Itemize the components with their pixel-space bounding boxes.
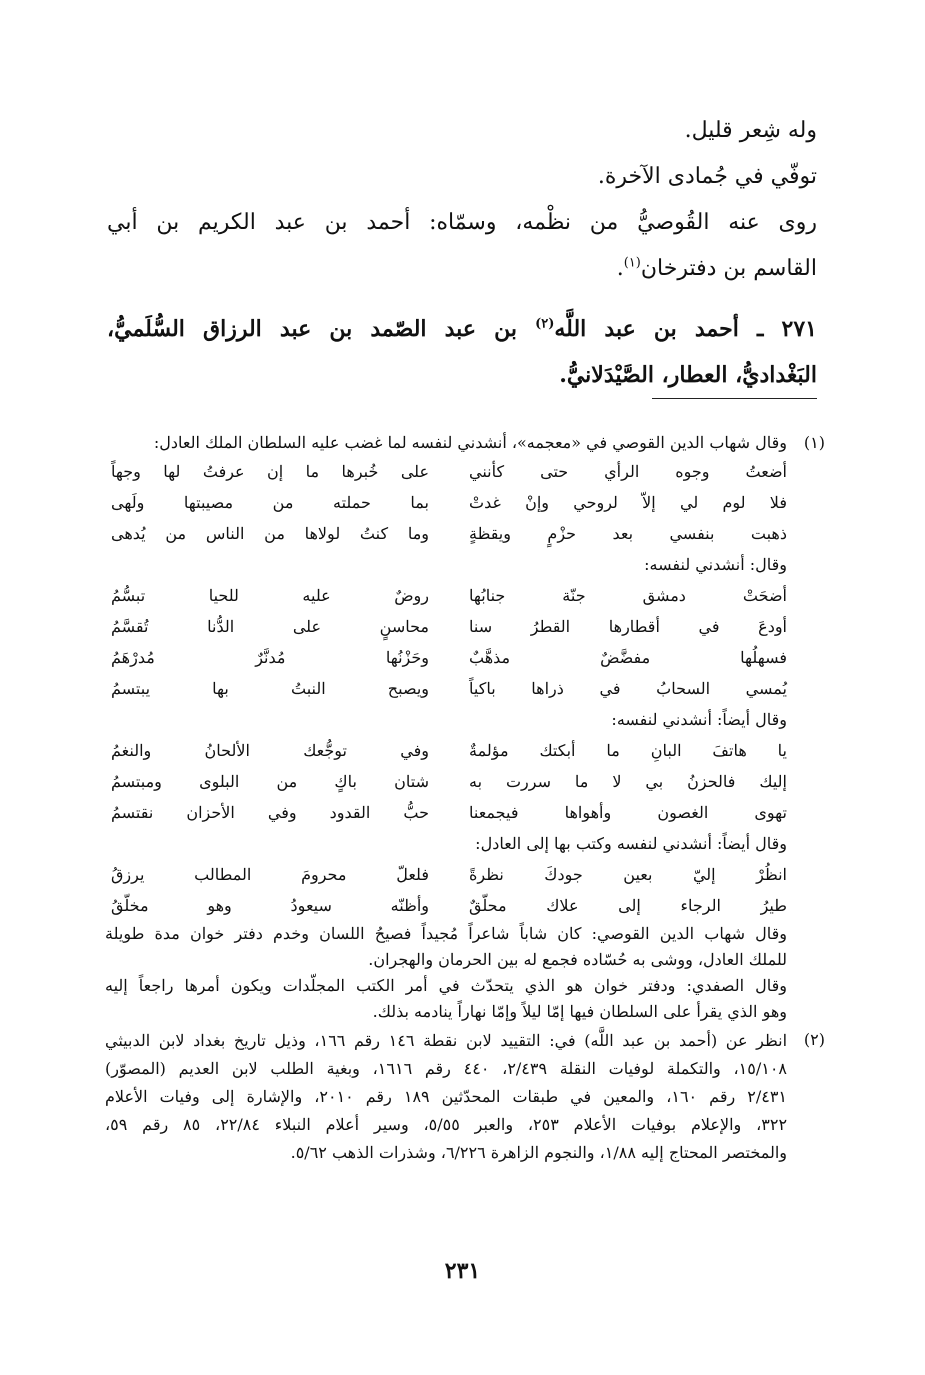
verse-hemistich-left: بما حملته من مصيبتها ولَهى [111,493,429,512]
verse-hemistich-left: وحَزْنُها مُدنَّرٌ مُدرْهَمُ [111,648,429,667]
footnote-source-line: ٣٢٢، والإعلام بوفيات الأعلام ٢٥٣، والعبر ٥/٥٥، وسير أعلام النبلاء ٢٢/٨٤، ٨٥ رقم ٥٩، [105,1115,788,1134]
verse-intro: وقال أيضاً: أنشدني لنفسه: [611,710,787,729]
verse-line [105,456,787,487]
text-line-end: . [616,256,624,281]
verse-hemistich-left: حبُّ القدود وفي الأحزان نقتسمُ [111,803,429,822]
verse-line [105,611,787,642]
verse-hemistich-right: أضحَتْ دمشق جنّة جنابُها [469,586,787,605]
verse-intro: وقال أيضاً: أنشدني لنفسه وكتب بها إلى العادل: [475,834,787,853]
verse-hemistich-left: وما كنتُ لولاها من الناس من يُدهى [111,524,429,543]
verse-hemistich-right: يُمسي السحابُ في ذراها باكياً [469,679,787,698]
verse-line [105,487,787,518]
verse-hemistich-right: طيرُ الرجاء إلى علاك محلّقٌ [469,896,787,915]
verse-hemistich-left: محاسنٍ على الدُّنا تُقسَّمُ [111,617,429,636]
verse-hemistich-left: فلعلّ محرومَ المطالب يرزقُ [111,865,429,884]
text-line [107,246,817,292]
footnote-2 [105,1027,825,1167]
verse-hemistich-right: أودعَ في أقطارها القطرُ سنا [469,617,787,636]
verse-hemistich-left: وفي توجُّعك الألحانُ والنغمُ [111,741,429,760]
verse-line [105,890,787,921]
footnote-source-line: انظر عن (أحمد بن عبد اللَّه) في: التقييد لابن نقطة ١٤٦ رقم ١٦٦، وذيل تاريخ بغداد لابن الدبيثي [105,1031,788,1050]
entry-heading [107,306,817,352]
text-line-body: القاسم بن دفترخان [640,256,817,281]
verse-line [105,642,787,673]
footnote-ref: (١) [623,255,641,271]
verse-intro: وقال: أنشدني لنفسه: [644,555,787,574]
verse-hemistich-right: انظُرْ إليّ بعين جودكَ نظرةً [469,865,787,884]
footnote-prose-line: وقال شهاب الدين القوصي: كان شاباً شاعراً مُجيداً فصيحُ اللسان وخدم دفتر خوان مدة طويلة [105,924,787,943]
verse-hemistich-right: إليك فالحزنُ بي لا ما سررت به [469,772,787,791]
footnote-number: (٢) [803,1030,825,1049]
verse-hemistich-left: وأظنّه سيعودُ وهو مخلّقُ [111,896,429,915]
footnote-source-line: والمختصر المحتاج إليه ١/٨٨، والنجوم الزاهرة ٦/٢٢٦، وشذرات الذهب ٥/٦٢. [290,1143,787,1162]
verse-hemistich-left: على خُبرها ما إن عرفتُ لها وجهاً [111,462,429,481]
verse-line [105,859,787,890]
verse-hemistich-left: ويصبح النبتُ بها يبتسمُ [111,679,429,698]
footnote-prose-line: وهو الذي يقرأ على السلطان فيها إمّا ليلاً وإمّا نهاراً ينادمه بذلك. [372,1002,787,1021]
page-number: ٢٣١ [444,1258,481,1284]
text-line: توفّي في جُمادى الآخرة. [597,164,817,189]
verse-hemistich-right: أضعتُ وجوه الرأي حتى كأنني [469,462,787,481]
verse-hemistich-right: فلا لوم لي إلاّ لروحي وإنْ غدتْ [469,493,787,512]
biography-entry [107,306,817,398]
footnote-separator [652,398,817,399]
verse-line [105,580,787,611]
footnote-ref: (٢) [535,316,555,332]
footnote-number: (١) [803,433,825,452]
text-line: روى عنه القُوصيُّ من نظْمه، وسمّاه: أحمد بن عبد الكريم بن أبي [107,210,817,235]
entry-heading-part2: بن عبد الصّمد بن عبد الرزاق السُّلَميُّ، [107,316,536,342]
verse-line [105,797,787,828]
text-line: وله شِعر قليل. [684,118,817,143]
verse-hemistich-right: تهوى الغصون وأهواها فيجمعنا [469,803,787,822]
footnote-source-line: ١٥/١٠٨، والتكملة لوفيات النقلة ٢/٤٣٩، ٤٤٠ رقم ١٦١٦، وبغية الطلب لابن العديم (المصوّر) [105,1059,788,1078]
verse-hemistich-left: روضٌ عليه للحيا تبسُّمُ [111,586,429,605]
verse-hemistich-left: شتان باكٍ من البلوى ومبتسمُ [111,772,429,791]
verse-hemistich-right: يا هاتفَ البانِ ما أبكتك مؤلمةٌ [469,741,787,760]
entry-heading-part1: ٢٧١ ـ أحمد بن عبد اللَّه [554,316,817,342]
verse-line [105,766,787,797]
verse-line [105,735,787,766]
verse-hemistich-right: فسهلُها مفضَّضٌ مذهَّبٌ [469,648,787,667]
footnote-1 [105,430,825,1025]
verse-line [105,673,787,704]
footnotes [105,430,825,1167]
footnote-prose-line: للملك العادل، ووشى به حُسّاده فجمع له بين الحرمان والهجران. [368,950,787,969]
main-text [107,108,817,398]
verse-line [105,518,787,549]
entry-heading-line2: البَغْداديُّ، العطار، الصَّيْدَلانيُّ. [559,362,817,388]
footnote-prose-line: وقال الصفدي: ودفتر خوان هو الذي يتحدّث في أمر الكتب المجلّدات ويكون أمرها راجعاً إليه [105,976,787,995]
verse-hemistich-right: ذهبت بنفسي بعد حزْمٍ ويقظةٍ [469,524,787,543]
footnote-intro: وقال شهاب الدين القوصي في «معجمه»، أنشدني لنفسه لما غضب عليه السلطان الملك العادل: [153,433,787,452]
footnote-source-line: ٢/٤٣١ رقم ١٦٠، والمعين في طبقات المحدّثين ١٨٩ رقم ٢٠١٠، والإشارة إلى وفيات الأعلام [105,1087,788,1106]
